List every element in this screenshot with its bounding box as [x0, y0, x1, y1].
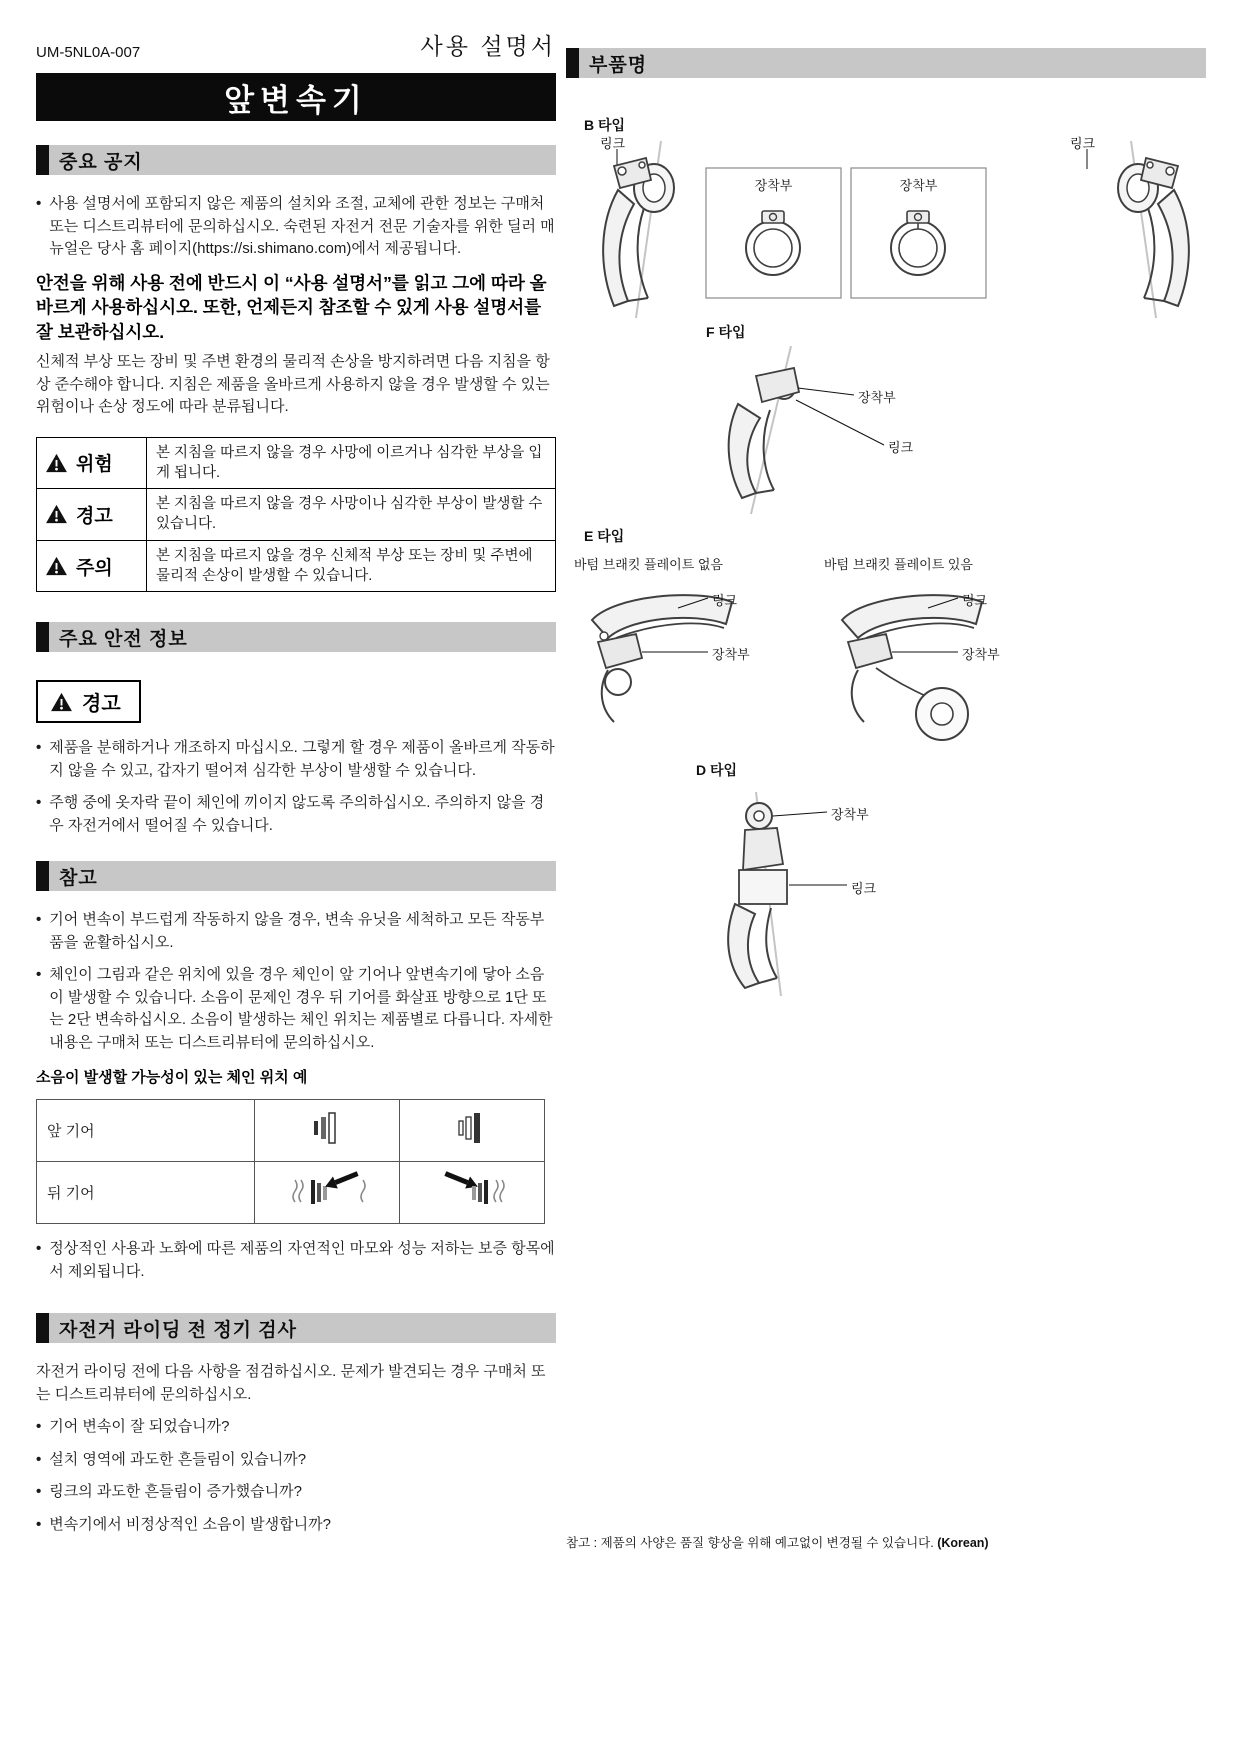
notice-bullet — [36, 193, 556, 261]
inspection-bullet-text: 변속기에서 비정상적인 소음이 발생합니까? — [49, 1515, 331, 1533]
type-d-figure — [681, 784, 971, 1004]
footnote-text: 참고 : 제품의 사양은 품질 향상을 위해 예고없이 변경될 수 있습니다. — [566, 1536, 938, 1550]
inspection-bullet — [36, 1514, 556, 1537]
type-f-figure — [696, 340, 996, 520]
section-heading-text: 참고 — [59, 867, 98, 889]
document-number: UM-5NL0A-007 — [36, 44, 141, 61]
type-d-derailleur-art — [681, 784, 971, 1004]
section-heading-inspection — [36, 1313, 556, 1343]
type-e-derailleur-art — [574, 576, 819, 761]
type-e-caption-without: 바텀 브래킷 플레이트 없음 — [574, 557, 723, 572]
type-e-mount-label-with: 장착부 — [962, 647, 1000, 662]
severity-label-text: 위험 — [76, 454, 113, 476]
section-bar-chip — [36, 145, 49, 175]
type-e-link-label-with: 링크 — [962, 593, 988, 608]
warning-icon — [50, 692, 73, 712]
type-e-mount-label-without: 장착부 — [712, 647, 750, 662]
type-b-link-label-right: 링크 — [1070, 136, 1096, 151]
warning-callout-text: 경고 — [82, 693, 121, 716]
section-heading-text: 부품명 — [589, 54, 648, 76]
note-bullet-text: 기어 변속이 부드럽게 작동하지 않을 경우, 변속 유닛을 세척하고 모든 작동부품을 윤활하십시오. — [49, 911, 545, 951]
rear-gear-diagram-1 — [255, 1162, 400, 1224]
section-heading-text: 중요 공지 — [59, 151, 143, 173]
chainring-position-icon — [437, 1106, 507, 1150]
warning-icon — [45, 504, 68, 524]
table-row — [37, 1100, 545, 1162]
safety-body-text: 신체적 부상 또는 장비 및 주변 환경의 물리적 손상을 방지하려면 다음 지침을 항상 준수해야 합니다. 지침은 제품을 올바르게 사용하지 않을 경우 발생할 수 있는 위험이나 손상 정도에 따라 분류됩니다. — [36, 353, 550, 416]
table-row — [37, 437, 556, 489]
inspection-bullet-text: 링크의 과도한 흔들림이 증가했습니까? — [49, 1483, 302, 1501]
notice-bullet-text: 사용 설명서에 포함되지 않은 제품의 설치와 조절, 교체에 관한 정보는 구매처 또는 디스트리뷰터에 문의하십시오. 숙련된 자전거 전문 기술자를 위한 딜러 매뉴얼은 당사 홈 페이지(https://si.shimano.com)에서 제공됩니다. — [49, 195, 555, 257]
type-b-mount-label-2: 장착부 — [899, 178, 938, 193]
bullet-dot: • — [36, 1418, 42, 1436]
section-heading-note — [36, 861, 556, 891]
type-d-mount-label: 장착부 — [831, 807, 869, 822]
bullet-dot: • — [36, 1483, 42, 1501]
front-gear-diagram-2 — [400, 1100, 545, 1162]
safety-emphasis-text: 안전을 위해 사용 전에 반드시 이 “사용 설명서”를 읽고 그에 따라 올바르게 사용하십시오. 또한, 언제든지 참조할 수 있게 사용 설명서를 잘 보관하십시오. — [36, 272, 547, 343]
inspection-bullet — [36, 1449, 556, 1472]
section-heading-part-names — [566, 48, 1206, 78]
front-gear-diagram-1 — [255, 1100, 400, 1162]
table-row — [37, 1162, 545, 1224]
section-bar-chip — [566, 48, 579, 78]
section-bar-chip — [36, 861, 49, 891]
rear-gear-label: 뒤 기어 — [37, 1162, 255, 1224]
section-heading-safety-info — [36, 622, 556, 652]
severity-description: 본 지침을 따르지 않을 경우 사망이나 심각한 부상이 발생할 수 있습니다. — [147, 489, 556, 541]
safety-bullet — [36, 792, 556, 837]
footnote-language: (Korean) — [937, 1536, 989, 1550]
type-b-mount-label-1: 장착부 — [754, 178, 793, 193]
chain-position-table — [36, 1099, 545, 1224]
inspection-bullet — [36, 1481, 556, 1504]
bullet-dot: • — [36, 195, 42, 212]
footnote — [566, 1533, 989, 1551]
type-d-label: D 타입 — [696, 762, 738, 778]
safety-bullet-text: 제품을 분해하거나 개조하지 마십시오. 그렇게 할 경우 제품이 올바르게 작동하지 않을 수 있고, 갑자기 떨어져 심각한 부상이 발생할 수 있습니다. — [49, 739, 555, 779]
severity-description: 본 지침을 따르지 않을 경우 사망에 이르거나 심각한 부상을 입게 됩니다. — [147, 437, 556, 489]
severity-label-text: 경고 — [76, 505, 113, 527]
warranty-bullet-text: 정상적인 사용과 노화에 따른 제품의 자연적인 마모와 성능 저하는 보증 항목에서 제외됩니다. — [49, 1240, 555, 1280]
cassette-shift-right-icon — [426, 1166, 518, 1214]
warning-icon — [45, 556, 68, 576]
warranty-bullet — [36, 1238, 556, 1283]
inspection-bullet-text: 설치 영역에 과도한 흔들림이 있습니까? — [49, 1450, 307, 1468]
type-e-caption-with: 바텀 브래킷 플레이트 있음 — [824, 557, 973, 572]
page-title: 앞변속기 — [36, 73, 556, 121]
severity-label-caution — [45, 553, 142, 580]
bullet-dot: • — [36, 739, 42, 757]
section-heading-text: 자전거 라이딩 전 정기 검사 — [59, 1319, 298, 1341]
type-e-label: E 타입 — [584, 528, 625, 544]
warning-icon — [45, 453, 68, 473]
inspection-intro: 자전거 라이딩 전에 다음 사항을 점검하십시오. 문제가 발견되는 경우 구매처 또는 디스트리뷰터에 문의하십시오. — [36, 1363, 546, 1403]
type-b-derailleur-art — [566, 133, 1196, 328]
document-type-label: 사용 설명서 — [420, 33, 556, 59]
right-column — [566, 48, 1206, 1713]
type-b-figure — [566, 133, 1196, 328]
note-bullet — [36, 964, 556, 1054]
chain-position-title: 소음이 발생할 가능성이 있는 체인 위치 예 — [36, 1069, 308, 1087]
table-row — [37, 489, 556, 541]
document-header — [36, 28, 556, 61]
left-column — [36, 28, 556, 1536]
section-heading-important-notice — [36, 145, 556, 175]
type-e-derailleur-art — [824, 576, 1074, 776]
severity-label-danger — [45, 449, 142, 476]
type-f-mount-label: 장착부 — [858, 390, 896, 405]
safety-bullet-text: 주행 중에 옷자락 끝이 체인에 끼이지 않도록 주의하십시오. 주의하지 않을 경우 자전거에서 떨어질 수 있습니다. — [49, 794, 545, 834]
severity-table — [36, 437, 556, 593]
safety-bullet — [36, 737, 556, 782]
type-f-link-label: 링크 — [888, 440, 914, 455]
cassette-shift-left-icon — [281, 1166, 373, 1214]
chainring-position-icon — [292, 1106, 362, 1150]
rear-gear-diagram-2 — [400, 1162, 545, 1224]
type-d-link-label: 링크 — [851, 881, 877, 896]
type-e-figure-with-plate — [824, 554, 1074, 754]
inspection-bullet — [36, 1416, 556, 1439]
type-e-link-label-without: 링크 — [712, 593, 738, 608]
section-bar-chip — [36, 1313, 49, 1343]
table-row — [37, 540, 556, 592]
section-bar-chip — [36, 622, 49, 652]
severity-label-text: 주의 — [76, 557, 113, 579]
severity-description: 본 지침을 따르지 않을 경우 신체적 부상 또는 장비 및 주변에 물리적 손상이 발생할 수 있습니다. — [147, 540, 556, 592]
note-bullet — [36, 909, 556, 954]
type-b-link-label-left: 링크 — [600, 136, 626, 151]
bullet-dot: • — [36, 1515, 42, 1533]
type-e-figure-without-plate — [574, 554, 819, 739]
bullet-dot: • — [36, 1240, 42, 1258]
type-f-label: F 타입 — [706, 324, 746, 340]
inspection-bullet-text: 기어 변속이 잘 되었습니까? — [49, 1418, 230, 1436]
bullet-dot: • — [36, 794, 42, 812]
warning-callout-box — [36, 680, 141, 723]
section-heading-text: 주요 안전 정보 — [59, 628, 188, 650]
front-gear-label: 앞 기어 — [37, 1100, 255, 1162]
type-f-derailleur-art — [696, 340, 996, 520]
note-bullet-text: 체인이 그림과 같은 위치에 있을 경우 체인이 앞 기어나 앞변속기에 닿아 소음이 발생할 수 있습니다. 소음이 문제인 경우 뒤 기어를 화살표 방향으로 1단 또는 2단 변속하십시오. 소음이 발생하는 체인 위치는 제품별로 다릅니다. 자세한 내용은 구매처 또는 디스트리뷰터에 문의하십시오. — [49, 966, 553, 1051]
bullet-dot: • — [36, 966, 42, 984]
bullet-dot: • — [36, 1450, 42, 1468]
bullet-dot: • — [36, 911, 42, 929]
type-b-label: B 타입 — [584, 117, 626, 133]
severity-label-warning — [45, 501, 142, 528]
